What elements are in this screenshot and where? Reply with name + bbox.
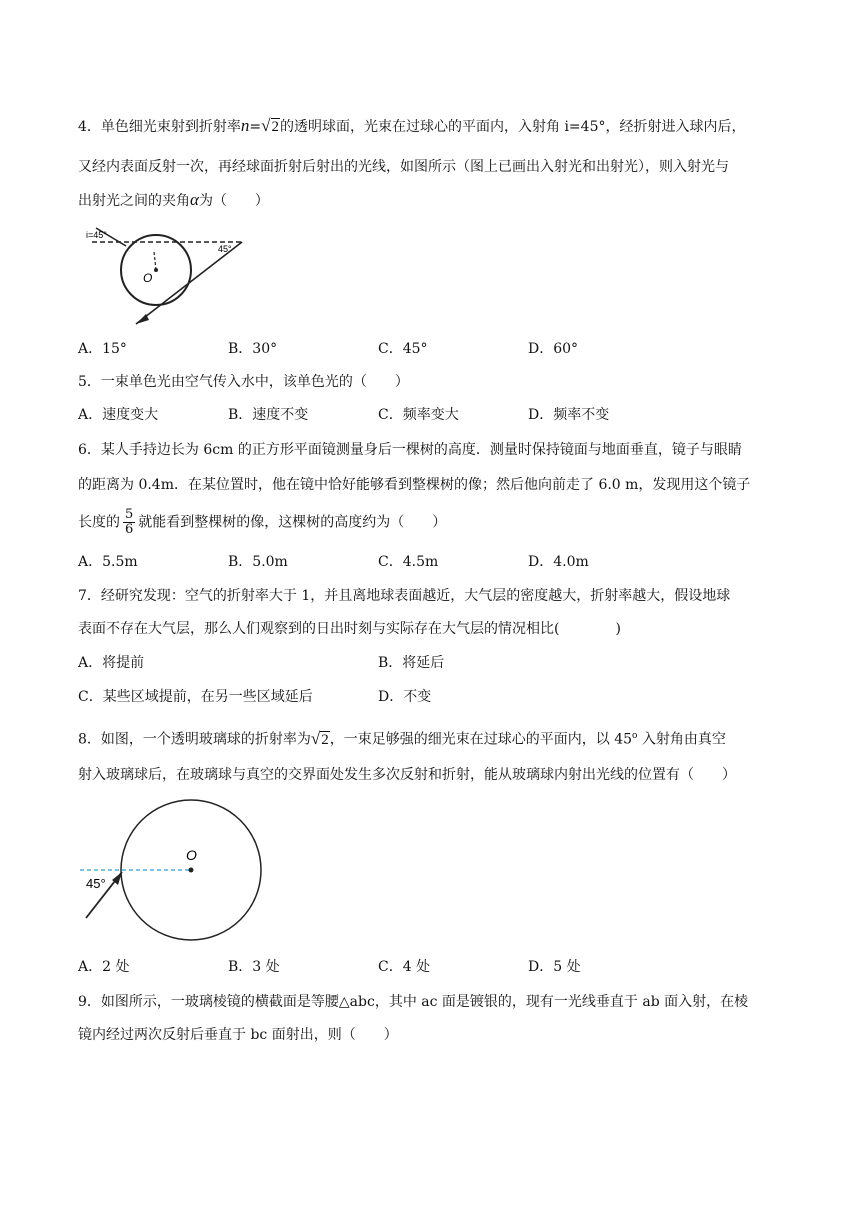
q8-angle-label: 45° [86,876,106,891]
q5-option-c: C．频率变大 [378,407,459,423]
q6-option-c: C．4.5m [378,554,439,570]
q4-angle-label: 45° [218,244,232,254]
q4-option-d: D．60° [528,341,579,357]
q7-option-d: D．不变 [378,689,432,705]
fraction-five-sixths: $\frac{5}{6}$ [125,507,134,537]
alpha-symbol: α [190,190,199,209]
q4-line-1: 4．单色细光束射到折射率n=√2的透明球面，光束在过球心的平面内，入射角 i=45°，经折射进入球内后， [78,116,746,135]
q4-incident-label: i=45° [86,230,107,240]
q6-line-3: 长度的 $\frac{5}{6}$ 就能看到整棵树的像，这棵树的高度约为（ ） [78,507,447,537]
q5-stem: 5．一束单色光由空气传入水中，该单色光的（ ） [78,374,409,390]
q8-center-label: O [186,847,197,863]
q4-option-b: B．30° [228,341,278,357]
q8-option-a: A．2 处 [78,959,130,975]
q7-option-b: B．将延后 [378,655,445,671]
n-symbol: n [240,116,250,135]
q5-option-b: B．速度不变 [228,407,309,423]
q8-figure [78,788,278,948]
q6-option-b: B．5.0m [228,554,288,570]
q7-line-1: 7．经研究发现：空气的折射率大于 1，并且离地球表面越近，大气层的密度越大，折射率越大，假设地球 [78,588,731,604]
q8-line-2: 射入玻璃球后，在玻璃球与真空的交界面处发生多次反射和折射，能从玻璃球内射出光线的位置有（ ） [78,767,736,783]
q8-option-d: D．5 处 [528,959,581,975]
q4-figure [82,224,262,334]
q5-option-d: D．频率不变 [528,407,610,423]
q7-option-a: A．将提前 [78,655,145,671]
q4-line-3: 出射光之间的夹角α为（ ） [78,190,269,209]
q4-option-c: C．45° [378,341,428,357]
q6-line-2: 的距离为 0.4m．在某位置时，他在镜中恰好能够看到整棵树的像；然后他向前走了 6.0 m，发现用这个镜子 [78,477,751,493]
q6-option-d: D．4.0m [528,554,589,570]
q8-line-1: 8．如图，一个透明玻璃球的折射率为√2，一束足够强的细光束在过球心的平面内，以 45$^o$ 入射角由真空 [78,728,726,748]
q6-option-a: A．5.5m [78,554,138,570]
q5-option-a: A．速度变大 [78,407,159,423]
q9-line-2: 镜内经过两次反射后垂直于 bc 面射出，则（ ） [78,1027,398,1043]
q8-option-b: B．3 处 [228,959,280,975]
q7-option-c: C．某些区域提前，在另一些区域延后 [78,689,313,705]
q4-center-label: O [143,271,153,285]
q7-line-2: 表面不存在大气层，那么人们观察到的日出时刻与实际存在大气层的情况相比( ) [78,621,621,637]
q9-line-1: 9．如图所示，一玻璃棱镜的横截面是等腰△abc，其中 ac 面是镀银的，现有一光线垂直于 ab 面入射，在棱 [78,994,749,1010]
q8-option-c: C．4 处 [378,959,431,975]
q4-option-a: A．15° [78,341,127,357]
q6-line-1: 6．某人手持边长为 6cm 的正方形平面镜测量身后一棵树的高度．测量时保持镜面与地面垂直，镜子与眼睛 [78,442,742,458]
q4-line-2: 又经内表面反射一次，再经球面折射后射出的光线，如图所示（图上已画出入射光和出射光），则入射光与 [78,159,729,175]
sqrt-two: 2 [271,119,279,135]
sqrt-two: 2 [321,731,329,748]
